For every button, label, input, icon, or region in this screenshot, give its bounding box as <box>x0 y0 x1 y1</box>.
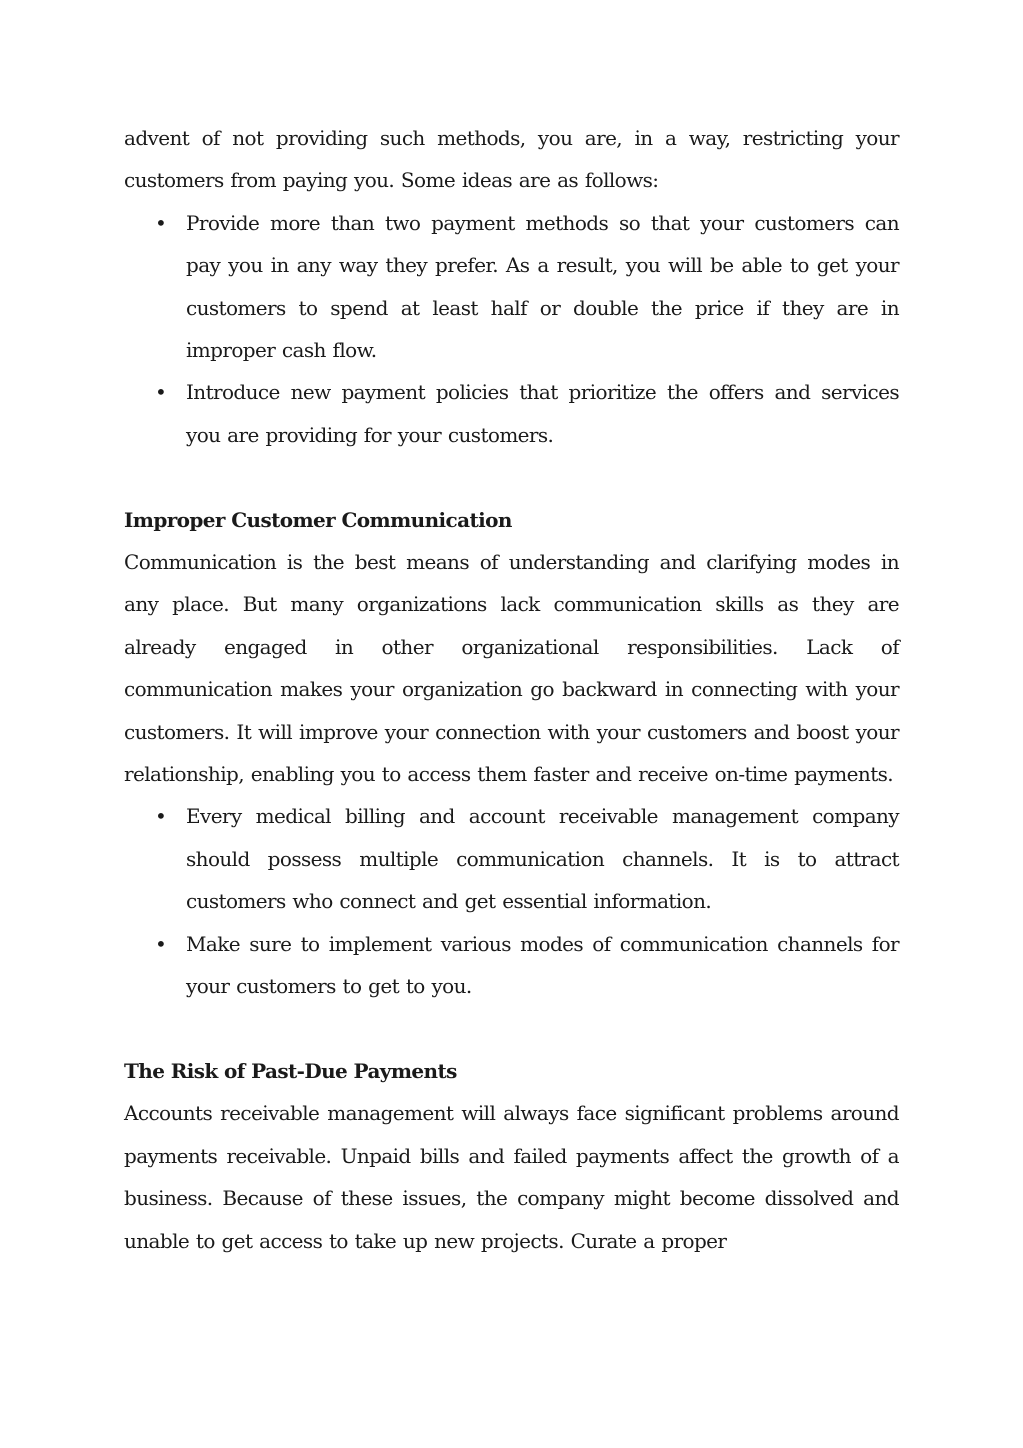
intro-bullet-list <box>124 202 899 456</box>
section-spacer <box>124 1008 899 1050</box>
list-item <box>124 371 899 456</box>
section-heading-past-due: The Risk of Past-Due Payments <box>124 1058 457 1083</box>
section-heading-communication: Improper Customer Communication <box>124 507 512 532</box>
bullet-icon: • <box>155 380 167 405</box>
list-item-text: Provide more than two payment methods so that your customers can pay you in any way they prefer. As a result, you will be able to get your customers to spend at least half or double the price if they are in improper cash flow. <box>186 210 899 363</box>
list-item-text: Every medical billing and account receivable management company should possess multiple communication channels. It is to attract customers who connect and get essential information. <box>186 804 899 914</box>
list-item <box>124 795 899 922</box>
bullet-icon: • <box>155 804 167 829</box>
intro-paragraph: advent of not providing such methods, you are, in a way, restricting your customers from paying you. Some ideas are as follows: <box>124 126 899 193</box>
document-page <box>124 117 899 1262</box>
bullet-icon: • <box>155 931 167 956</box>
list-item <box>124 202 899 372</box>
section-spacer <box>124 456 899 498</box>
bullet-icon: • <box>155 210 167 235</box>
list-item <box>124 923 899 1008</box>
list-item-text: Introduce new payment policies that prioritize the offers and services you are providing for your customers. <box>186 380 899 447</box>
communication-bullet-list <box>124 795 899 1007</box>
list-item-text: Make sure to implement various modes of communication channels for your customers to get to you. <box>186 931 899 999</box>
past-due-paragraph: Accounts receivable management will always face significant problems around payments receivable. Unpaid bills and failed payments affect the growth of a business. Because of these issues, the company might become dissolved and unable to get access to take up new projects. Curate a proper <box>124 1101 899 1253</box>
communication-paragraph: Communication is the best means of understanding and clarifying modes in any place. But many organizations lack communication skills as they are already engaged in other organizational responsibilities. Lack of communication makes your organization go backward in connecting with your customers. It will improve your connection with your customers and boost your relationship, enabling you to access them faster and receive on-time payments. <box>124 550 899 787</box>
